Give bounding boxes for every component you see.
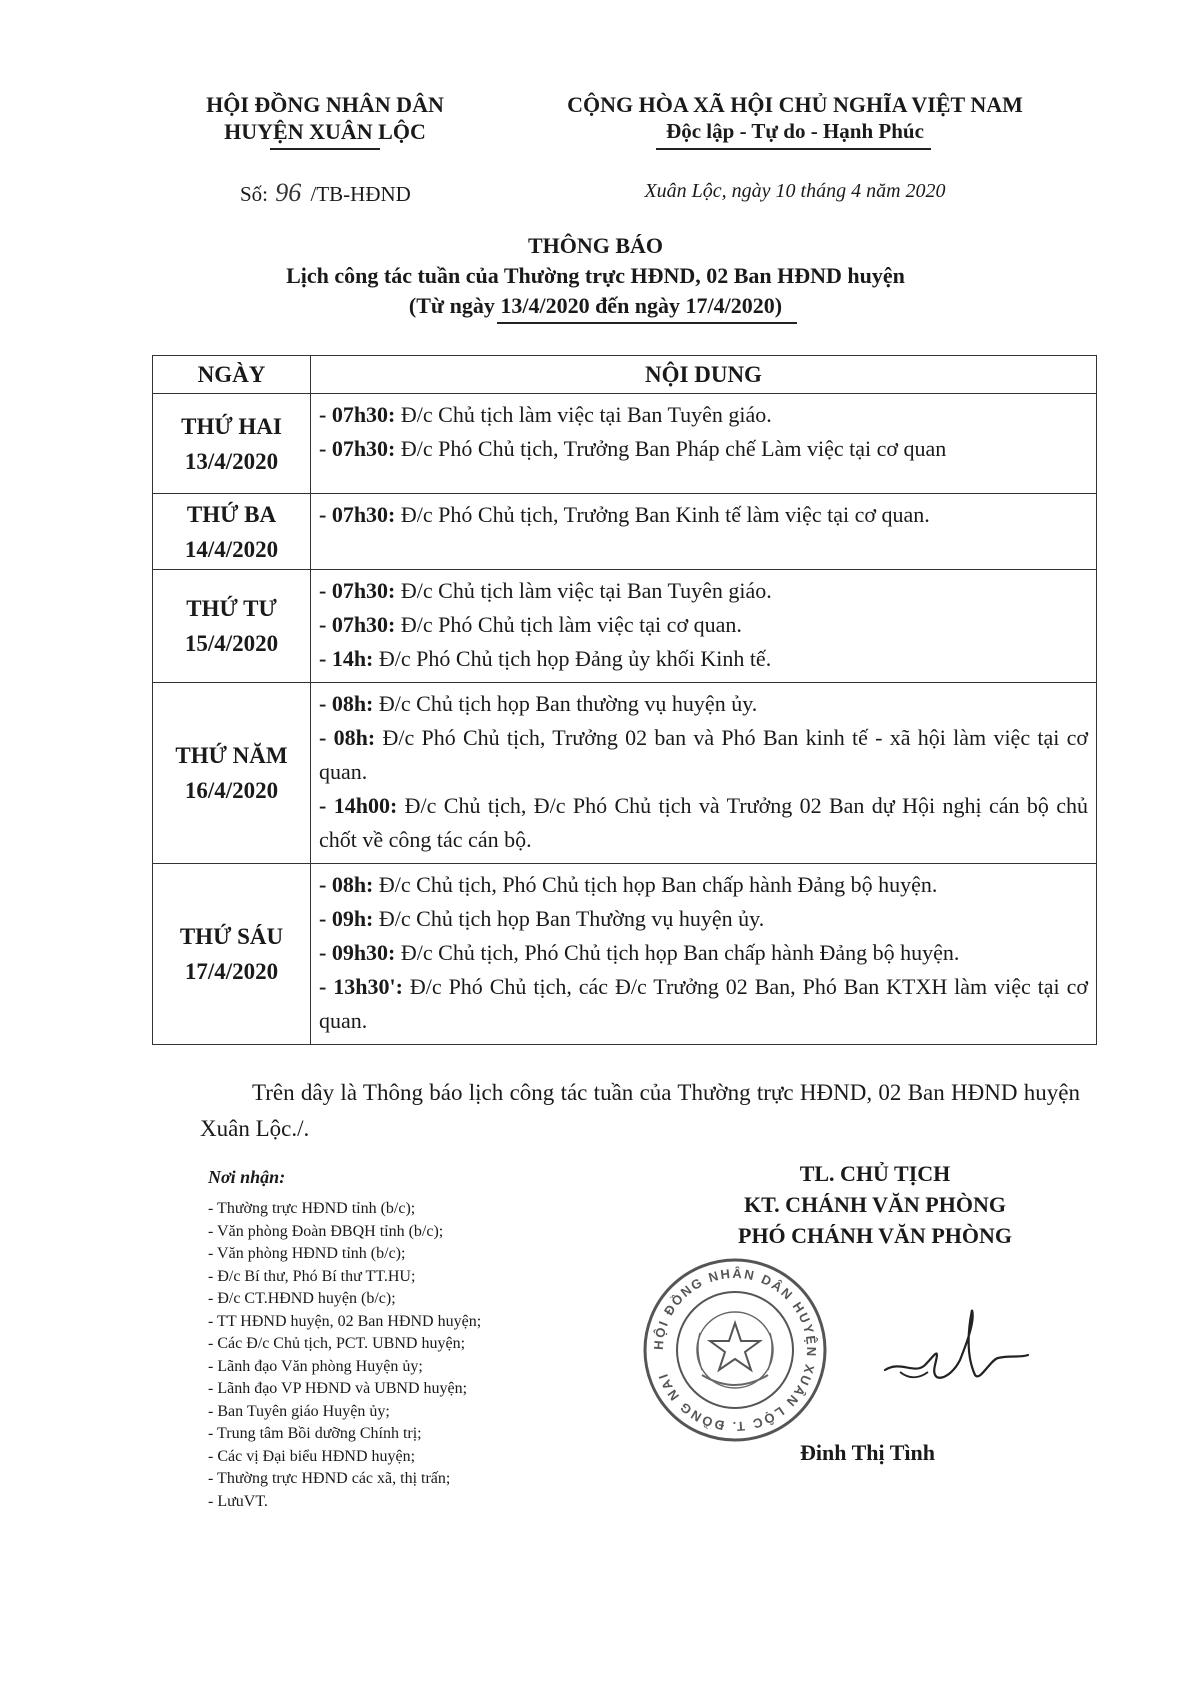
- doc-subtitle: Lịch công tác tuần của Thường trực HĐND, 02 Ban HĐND huyện: [286, 263, 905, 288]
- entry-text: Đ/c Phó Chủ tịch, Trưởng Ban Kinh tế làm việc tại cơ quan.: [395, 502, 930, 527]
- recipient-item: - Lãnh đạo Văn phòng Huyện ủy;: [208, 1357, 423, 1375]
- recipients-title: Nơi nhận:: [208, 1167, 286, 1187]
- schedule-entry: [319, 608, 1088, 642]
- content-cell: [311, 864, 1097, 1045]
- doc-number: [240, 178, 411, 208]
- motto-underline: [656, 148, 931, 150]
- recipient-item: - Văn phòng Đoàn ĐBQH tỉnh (b/c);: [208, 1222, 444, 1240]
- org-name-line1: HỘI ĐỒNG NHÂN DÂN: [206, 92, 444, 117]
- day-cell: [153, 683, 311, 864]
- table-row: [153, 683, 1097, 864]
- place-date: Xuân Lộc, ngày 10 tháng 4 năm 2020: [644, 180, 946, 202]
- recipient-item: - Đ/c CT.HĐND huyện (b/c);: [208, 1290, 396, 1307]
- entry-text: Đ/c Phó Chủ tịch làm việc tại cơ quan.: [395, 612, 742, 637]
- date-label: 17/4/2020: [184, 959, 279, 984]
- entry-text: Đ/c Chủ tịch, Đ/c Phó Chủ tịch và Trưởng 02 Ban dự Hội nghị cán bộ chủ chốt về công tác cán bộ.: [319, 793, 1089, 852]
- entry-time: - 08h:: [319, 872, 374, 897]
- recipient-item: - LưuVT.: [208, 1492, 268, 1510]
- schedule-entry: [319, 642, 1088, 676]
- entry-time: - 09h30:: [319, 940, 396, 965]
- signature-line1: TL. CHỦ TỊCH: [799, 1161, 951, 1186]
- table-row: [153, 394, 1097, 494]
- entry-text: Đ/c Phó Chủ tịch, Trưởng 02 ban và Phó Ban kinh tế - xã hội làm việc tại cơ quan.: [319, 725, 1089, 784]
- org-name-line2: HUYỆN XUÂN LỘC: [224, 119, 426, 144]
- day-cell: [153, 570, 311, 683]
- org-underline: [270, 148, 380, 150]
- official-stamp-icon: [640, 1255, 830, 1445]
- recipients-list: [208, 1198, 481, 1513]
- schedule-entry: [319, 721, 1088, 789]
- stamp-text: HỘI ĐỒNG NHÂN DÂN HUYỆN XUÂN LỘC T. ĐỒNG NAI: [650, 1265, 820, 1435]
- entry-text: Đ/c Chủ tịch làm việc tại Ban Tuyên giáo.: [395, 402, 772, 427]
- entry-time: - 07h30:: [319, 578, 396, 603]
- schedule-entry: [319, 902, 1088, 936]
- schedule-entry: [319, 868, 1088, 902]
- entry-text: Đ/c Chủ tịch họp Ban thường vụ huyện ủy.: [373, 691, 758, 716]
- day-cell: [153, 864, 311, 1045]
- date-label: 13/4/2020: [184, 448, 279, 474]
- recipient-item: - Thường trực HĐND tỉnh (b/c);: [208, 1200, 416, 1217]
- signature-line3: PHÓ CHÁNH VĂN PHÒNG: [738, 1223, 1012, 1248]
- weekday-label: THỨ NĂM: [175, 743, 288, 768]
- entry-time: - 09h:: [319, 906, 374, 931]
- table-header-row: [153, 356, 1097, 394]
- schedule-entry: [319, 432, 1088, 466]
- recipient-item: - Thường trực HĐND các xã, thị trấn;: [208, 1470, 451, 1487]
- schedule-entry: [319, 574, 1088, 608]
- content-cell: [311, 570, 1097, 683]
- col-header-content: NỘI DUNG: [311, 356, 1097, 394]
- recipient-item: - Trung tâm Bồi dưỡng Chính trị;: [208, 1425, 422, 1442]
- entry-time: - 14h00:: [319, 793, 398, 818]
- entry-text: Đ/c Chủ tịch, Phó Chủ tịch họp Ban chấp hành Đảng bộ huyện.: [395, 940, 960, 965]
- schedule-entry: [319, 687, 1088, 721]
- recipient-item: - Các Đ/c Chủ tịch, PCT. UBND huyện;: [208, 1335, 466, 1352]
- content-cell: [311, 494, 1097, 570]
- entry-time: - 13h30':: [319, 974, 403, 999]
- entry-time: - 07h30:: [319, 402, 396, 427]
- entry-text: Đ/c Chủ tịch làm việc tại Ban Tuyên giáo.: [395, 578, 772, 603]
- date-label: 15/4/2020: [184, 631, 279, 656]
- weekday-label: THỨ HAI: [181, 413, 282, 439]
- nation-line1: CỘNG HÒA XÃ HỘI CHỦ NGHĨA VIỆT NAM: [567, 92, 1023, 117]
- recipient-item: - Đ/c Bí thư, Phó Bí thư TT.HU;: [208, 1267, 416, 1285]
- doc-number-prefix: Số:: [240, 182, 269, 206]
- entry-text: Đ/c Phó Chủ tịch họp Đảng ủy khối Kinh tế.: [373, 646, 772, 671]
- entry-text: Đ/c Phó Chủ tịch, Trưởng Ban Pháp chế Làm việc tại cơ quan: [395, 436, 947, 461]
- doc-date-range: (Từ ngày 13/4/2020 đến ngày 17/4/2020): [408, 293, 783, 318]
- entry-time: - 08h:: [319, 691, 374, 716]
- schedule-entry: [319, 498, 1088, 532]
- date-label: 14/4/2020: [184, 536, 279, 562]
- doc-number-suffix: /TB-HĐND: [310, 182, 411, 206]
- schedule-entry: [319, 970, 1088, 1038]
- schedule-entry: [319, 936, 1088, 970]
- weekday-label: THỨ SÁU: [179, 924, 284, 949]
- entry-text: Đ/c Chủ tịch họp Ban Thường vụ huyện ủy.: [373, 906, 765, 931]
- content-cell: [311, 683, 1097, 864]
- entry-text: Đ/c Phó Chủ tịch, các Đ/c Trưởng 02 Ban, Phó Ban KTXH làm việc tại cơ quan.: [319, 974, 1088, 1033]
- signature-line2: KT. CHÁNH VĂN PHÒNG: [744, 1192, 1006, 1217]
- entry-time: - 07h30:: [319, 612, 396, 637]
- doc-number-handwritten: 96: [275, 178, 302, 207]
- closing-paragraph: Trên dây là Thông báo lịch công tác tuần của Thường trực HĐND, 02 Ban HĐND huyện Xuân Lộc./.: [200, 1080, 1080, 1141]
- weekday-label: THỨ BA: [186, 501, 277, 527]
- entry-time: - 14h:: [319, 646, 374, 671]
- handwritten-signature-icon: [880, 1300, 1030, 1420]
- col-header-day: NGÀY: [153, 356, 311, 394]
- day-cell: [153, 394, 311, 494]
- table-row: [153, 864, 1097, 1045]
- recipient-item: - TT HĐND huyện, 02 Ban HĐND huyện;: [208, 1312, 482, 1330]
- entry-text: Đ/c Chủ tịch, Phó Chủ tịch họp Ban chấp hành Đảng bộ huyện.: [373, 872, 938, 897]
- content-cell: [311, 394, 1097, 494]
- schedule-entry: [319, 789, 1088, 857]
- title-underline: [497, 322, 797, 324]
- recipient-item: - Lãnh đạo VP HĐND và UBND huyện;: [208, 1380, 468, 1397]
- table-row: [153, 570, 1097, 683]
- table-row: [153, 494, 1097, 570]
- entry-time: - 07h30:: [319, 502, 396, 527]
- recipient-item: - Ban Tuyên giáo Huyện ủy;: [208, 1402, 390, 1420]
- day-cell: [153, 494, 311, 570]
- doc-title: THÔNG BÁO: [527, 233, 664, 258]
- entry-time: - 07h30:: [319, 436, 396, 461]
- recipient-item: - Các vị Đại biểu HĐND huyện;: [208, 1447, 416, 1465]
- schedule-entry: [319, 398, 1088, 432]
- signer-name: Đinh Thị Tình: [800, 1440, 935, 1465]
- entry-time: - 08h:: [319, 725, 376, 750]
- schedule-table: [152, 355, 1097, 1045]
- date-label: 16/4/2020: [184, 778, 279, 803]
- nation-motto: Độc lập - Tự do - Hạnh Phúc: [666, 119, 924, 143]
- weekday-label: THỨ TƯ: [186, 596, 277, 621]
- recipient-item: - Văn phòng HĐND tỉnh (b/c);: [208, 1245, 406, 1262]
